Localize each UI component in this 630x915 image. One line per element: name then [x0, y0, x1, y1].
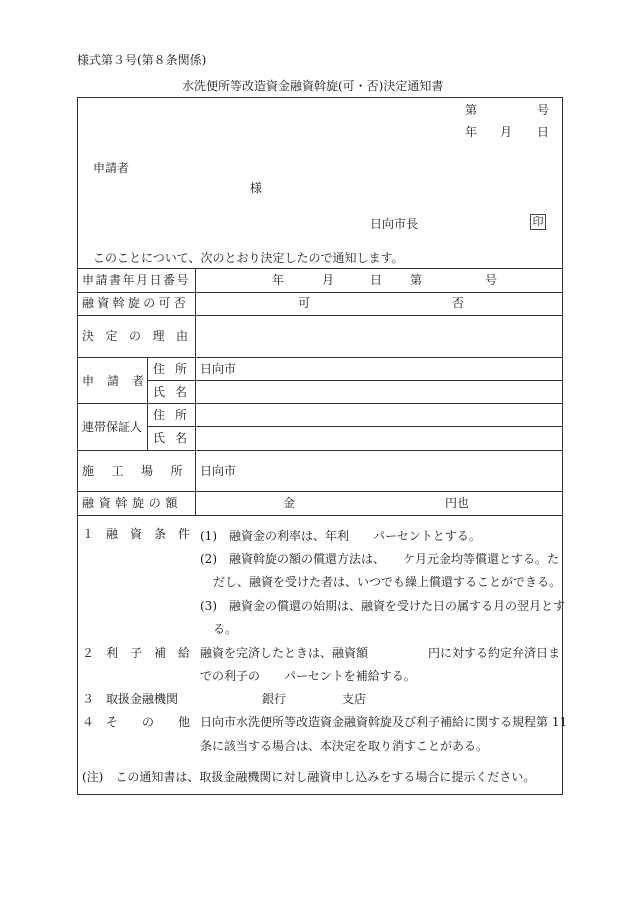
term1-item-2: (2) 融資斡旋の額の償還方法は、 ケ月元金均等償還とする。た — [200, 552, 560, 566]
sama-label: 様 — [250, 181, 263, 195]
amount-label: 融資斡旋の額 — [82, 496, 183, 510]
term2-line-2: での利子の パーセントを補給する。 — [200, 669, 416, 683]
form-number: 様式第３号(第８条関係) — [77, 53, 207, 67]
line-8 — [77, 450, 563, 451]
term3-label: ３ 取扱金融機関 — [82, 692, 179, 706]
note-text: (注) この通知書は、取扱金融機関に対し融資申し込みをする場合に提示ください。 — [82, 770, 536, 784]
guarantor-name-label: 氏名 — [153, 431, 198, 445]
amount-kin: 金 — [283, 496, 296, 510]
term4-line-2: 条に該当する場合は、本決定を取り消すことがある。 — [200, 739, 489, 753]
app-dai: 第 — [410, 273, 423, 287]
term2-line-1: 融資を完済したときは、融資額 円に対する約定弁済日ま — [200, 646, 561, 660]
term1-item-3: (3) 融資金の償還の始期は、融資を受けた日の属する月の翌月とす — [200, 599, 566, 613]
applicant-label: 申請者 — [93, 161, 130, 175]
site-label: 施工場所 — [82, 464, 201, 478]
guarantor-address-label: 住所 — [153, 408, 198, 422]
line-3 — [77, 315, 563, 316]
term1-item-1: (1) 融資金の利率は、年利 パーセントとする。 — [200, 529, 481, 543]
row-reason-label: 決定の理由 — [82, 329, 200, 343]
header-go: 号 — [537, 103, 550, 117]
header-dai: 第 — [465, 103, 478, 117]
term1-item-3-cont: る。 — [213, 622, 238, 636]
header-nen: 年 — [465, 125, 478, 139]
document-title: 水洗便所等改造資金融資斡旋(可・否)決定通知書 — [182, 79, 444, 93]
app-go: 号 — [485, 273, 498, 287]
line-1 — [77, 268, 563, 269]
line-6 — [77, 403, 563, 404]
app-nen: 年 — [272, 273, 285, 287]
applicant-group-label: 申請者 — [82, 374, 158, 388]
line-9 — [77, 491, 563, 492]
amount-yen: 円也 — [445, 496, 470, 510]
app-hi: 日 — [370, 273, 383, 287]
line-7 — [147, 426, 563, 427]
applicant-name-label: 氏名 — [153, 385, 198, 399]
mayor-label: 日向市長 — [370, 217, 419, 231]
term3-branch: 支店 — [342, 692, 367, 706]
guarantor-group-label: 連帯保証人 — [82, 420, 143, 434]
seal-mark: 印 — [530, 214, 546, 230]
app-tsuki: 月 — [322, 273, 335, 287]
term2-label: ２ 利 子 補 給 — [82, 646, 191, 660]
line-4 — [77, 357, 563, 358]
row-application-label: 申請書年月日番号 — [82, 273, 191, 287]
term1-item-2-cont: だし、融資を受けた者は、いつでも繰上償還することができる。 — [213, 575, 562, 589]
header-tsuki: 月 — [500, 125, 513, 139]
row-decision-label: 融資斡旋の可否 — [82, 296, 190, 310]
term3-bank: 銀行 — [262, 692, 287, 706]
term4-line-1: 日向市水洗便所等改造資金融資斡旋及び利子補給に関する規程第 11 — [200, 715, 568, 729]
term4-label: ４ そ の 他 — [82, 715, 191, 729]
term1-label: １ 融 資 条 件 — [82, 527, 191, 541]
site-value: 日向市 — [200, 464, 237, 478]
applicant-address-label: 住所 — [153, 362, 198, 376]
vline-sub — [147, 357, 148, 450]
line-10 — [77, 515, 563, 516]
line-5 — [147, 380, 563, 381]
decision-hi: 否 — [452, 296, 465, 310]
line-2 — [77, 292, 563, 293]
notice-frame — [77, 97, 566, 795]
applicant-address-value: 日向市 — [200, 362, 237, 376]
decision-ka: 可 — [298, 296, 311, 310]
header-hi: 日 — [537, 125, 550, 139]
intro-text: このことについて、次のとおり決定したので通知します。 — [93, 251, 404, 265]
